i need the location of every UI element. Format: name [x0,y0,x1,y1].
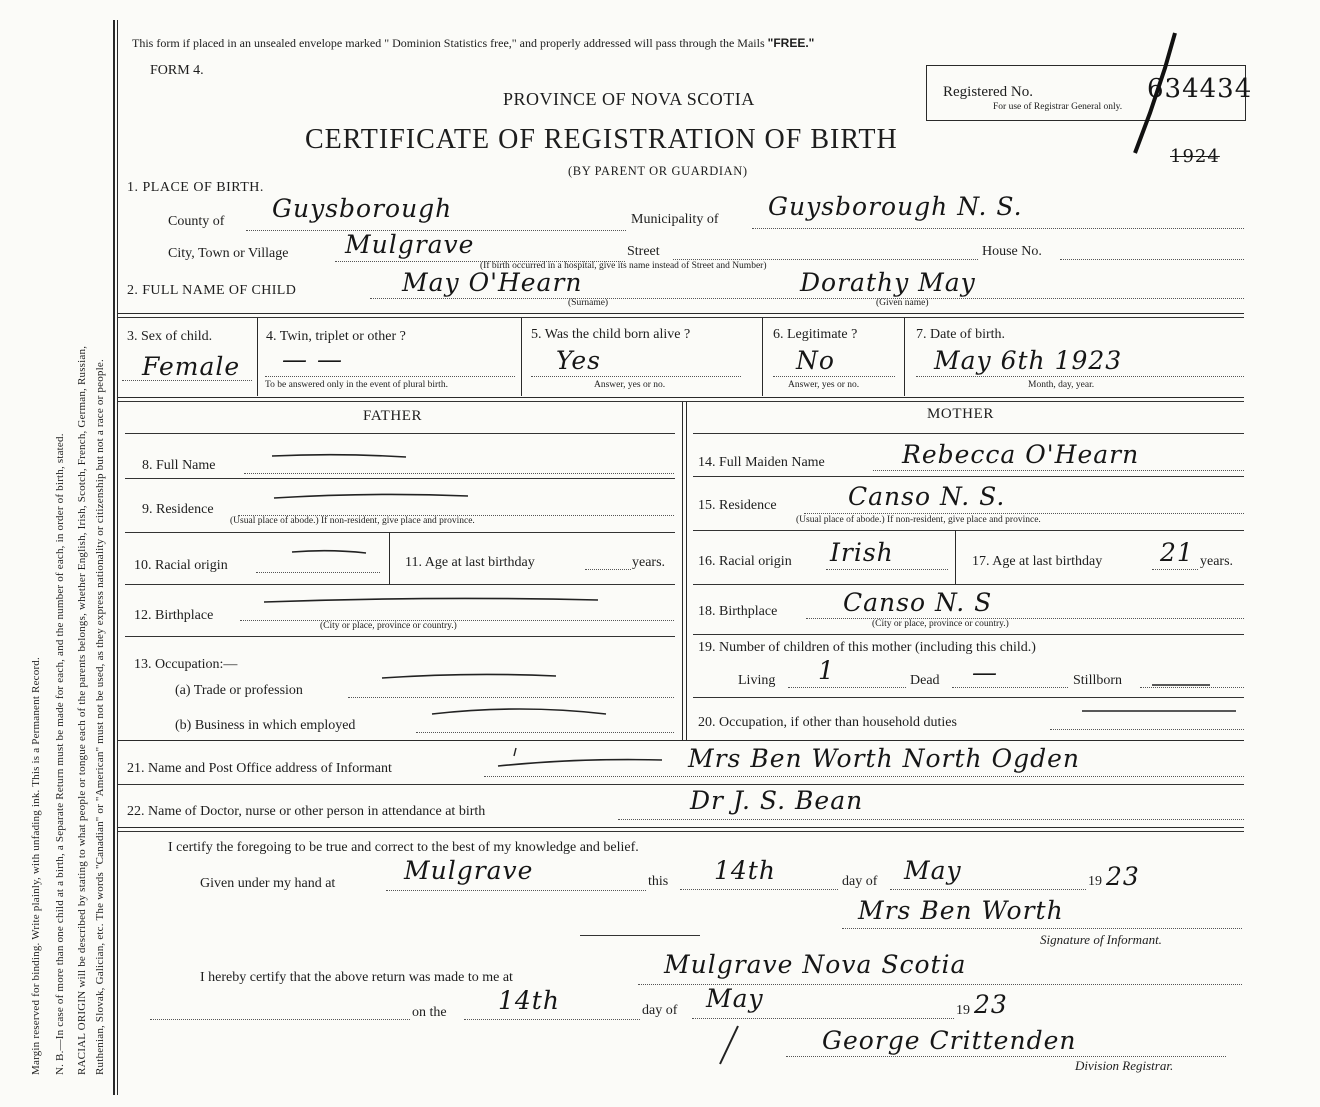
margin-notice-line-4: Ruthenian, Slovak, Galician, etc. The words "Canadian" or "American" must not be used, as they express nationality or citizenship but not a race or people. [94,359,106,1075]
mother-maiden-name-value: Rebecca O'Hearn [902,440,1140,469]
registrar-general-note: For use of Registrar General only. [993,102,1123,112]
given-name-caption: (Given name) [876,298,929,308]
return-year-value: 23 [974,990,1008,1019]
date-of-birth-note: Month, day, year. [1028,380,1095,390]
city-label: City, Town or Village [168,246,289,261]
father-residence-note: (Usual place of abode.) If non-resident, give place and province. [230,516,475,526]
mother-heading: MOTHER [927,406,994,422]
mother-racial-origin-value: Irish [830,538,894,567]
return-day-of-label: day of [642,1003,678,1018]
father-name-dash [270,450,410,462]
plural-birth-label: 4. Twin, triplet or other ? [266,329,406,344]
informant-dash [496,744,666,768]
living-label: Living [738,673,776,688]
attendant-label: 22. Name of Doctor, nurse or other person in attendance at birth [127,804,486,819]
father-age-label: 11. Age at last birthday [405,555,535,570]
return-made-label: I hereby certify that the above return was made to me at [200,970,513,985]
father-racial-dash [290,546,370,558]
mother-years-label: years. [1200,554,1234,569]
child-given-name-value: Dorathy May [800,268,976,297]
informant-signature: Mrs Ben Worth [858,896,1064,925]
mother-birthplace-note: (City or place, province or country.) [872,619,1009,629]
form-left-border-inner [117,20,118,1095]
father-business-dash [430,702,610,720]
on-the-label: on the [412,1005,447,1020]
given-under-label: Given under my hand at [200,876,336,891]
province-heading: PROVINCE OF NOVA SCOTIA [503,89,755,109]
certificate-title: CERTIFICATE OF REGISTRATION OF BIRTH [305,124,898,155]
municipality-value: Guysborough N. S. [768,192,1023,221]
street-label: Street [627,244,660,259]
return-place-value: Mulgrave Nova Scotia [664,950,967,979]
registered-number-box [926,65,1253,121]
margin-notice-line-3: RACIAL ORIGIN will be described by stating to what people or tongue each of the parents belongs, whether English, Irish, Scotch, French, German, Russian, [76,345,88,1075]
mother-birthplace-label: 18. Birthplace [698,604,778,619]
dead-label: Dead [910,673,940,688]
father-trade-label: (a) Trade or profession [175,683,303,698]
mother-residence-value: Canso N. S. [848,482,1006,511]
registered-number-value: 634434 [1147,74,1253,104]
attendant-value: Dr J. S. Bean [690,786,864,815]
return-year-prefix: 19 [956,1003,970,1018]
father-years-label: years. [632,555,666,570]
father-heading: FATHER [363,408,423,424]
date-of-birth-value: May 6th 1923 [934,346,1123,375]
born-alive-note: Answer, yes or no. [594,380,666,390]
this-label: this [648,874,669,889]
given-year-prefix: 19 [1088,874,1102,889]
house-number-label: House No. [982,244,1042,259]
father-birthplace-note: (City or place, province or country.) [320,621,457,631]
father-business-label: (b) Business in which employed [175,718,356,733]
sex-value: Female [142,352,241,381]
mother-residence-note: (Usual place of abode.) If non-resident, give place and province. [796,515,1041,525]
dead-value: — [972,658,998,687]
legitimate-value: No [796,346,835,375]
father-full-name-label: 8. Full Name [142,458,216,473]
mail-notice: This form if placed in an unsealed envelope marked " Dominion Statistics free," and properly addressed will pass through the Mails "FREE." [132,36,815,50]
given-place-value: Mulgrave [404,856,534,885]
informant-signature-caption: Signature of Informant. [1040,932,1162,947]
child-name-label: 2. FULL NAME OF CHILD [127,283,297,298]
informant-label: 21. Name and Post Office address of Informant [127,761,392,776]
stillborn-dash [1150,680,1214,690]
city-value: Mulgrave [345,230,475,259]
county-label: County of [168,214,225,229]
certificate-subtitle: (BY PARENT OR GUARDIAN) [568,164,748,178]
children-count-label: 19. Number of children of this mother (including this child.) [698,640,1036,655]
stillborn-label: Stillborn [1073,673,1123,688]
day-of-label: day of [842,874,878,889]
hospital-note: (If birth occurred in a hospital, give its name instead of Street and Number) [480,261,767,271]
return-month-value: May [706,984,764,1013]
father-residence-dash [272,490,472,504]
return-day-value: 14th [498,986,560,1015]
surname-caption: (Surname) [568,298,609,308]
born-alive-value: Yes [556,346,601,375]
place-of-birth-heading: 1. PLACE OF BIRTH. [127,180,264,195]
child-surname-value: May O'Hearn [402,268,583,297]
father-birthplace-label: 12. Birthplace [134,608,214,623]
mother-racial-origin-label: 16. Racial origin [698,554,792,569]
registrar-pen-mark [714,1024,744,1068]
legitimate-note: Answer, yes or no. [788,380,860,390]
father-racial-origin-label: 10. Racial origin [134,558,228,573]
municipality-label: Municipality of [631,212,719,227]
margin-notice-line-1: Margin reserved for binding. Write plainly, with unfading ink. This is a Permanent Record. [30,657,42,1075]
father-trade-dash [380,670,560,684]
form-left-border [113,20,115,1095]
mother-occupation-dash [1080,706,1240,716]
given-year-value: 23 [1106,862,1140,891]
plural-birth-value: — — [282,345,343,374]
form-number: FORM 4. [150,63,204,78]
county-value: Guysborough [272,194,453,223]
registration-pen-stroke [1105,28,1185,158]
given-day-value: 14th [714,856,776,885]
registered-number-label: Registered No. [943,84,1033,100]
living-value: 1 [818,656,835,685]
legitimate-label: 6. Legitimate ? [773,327,858,342]
born-alive-label: 5. Was the child born alive ? [531,327,691,342]
plural-birth-note: To be answered only in the event of plural birth. [265,380,448,390]
given-month-value: May [904,856,962,885]
registrar-signature: George Crittenden [822,1026,1077,1055]
mother-occupation-label: 20. Occupation, if other than household duties [698,715,957,730]
mother-maiden-name-label: 14. Full Maiden Name [698,455,825,470]
registrar-caption: Division Registrar. [1075,1058,1174,1073]
sex-label: 3. Sex of child. [127,329,213,344]
father-birthplace-dash [262,594,602,608]
year-stamp: 1924 [1170,146,1220,167]
mother-residence-label: 15. Residence [698,498,777,513]
informant-value: Mrs Ben Worth North Ogden [688,744,1081,773]
margin-notice-line-2: N. B.—In case of more than one child at a birth, a Separate Return must be made for each, and the number of each, in order of birth, stated. [54,433,66,1075]
mother-birthplace-value: Canso N. S [843,588,993,617]
mother-age-value: 21 [1160,538,1194,567]
father-occupation-label: 13. Occupation:— [134,657,238,672]
father-residence-label: 9. Residence [142,502,214,517]
binding-margin [0,0,108,1107]
date-of-birth-label: 7. Date of birth. [916,327,1006,342]
mother-age-label: 17. Age at last birthday [972,554,1103,569]
certify-statement: I certify the foregoing to be true and correct to the best of my knowledge and belief. [168,840,639,855]
